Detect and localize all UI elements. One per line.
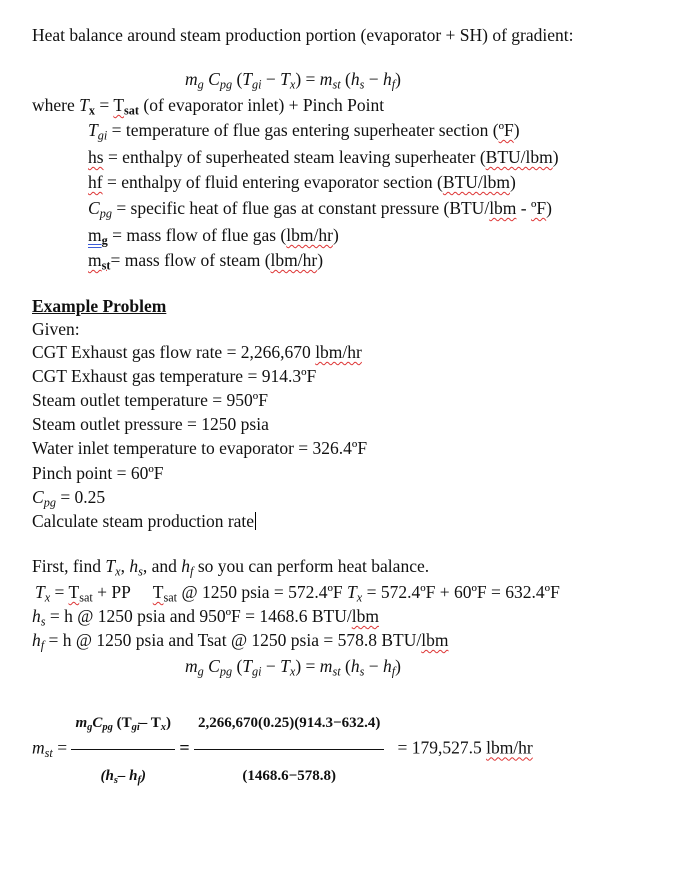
given-label: Given: [32,319,80,339]
final-calculation: $m_{st}$ = $\frac{m_gC_{pg} (T_{gi}- T_x)}{(h_s- h_f)}$ = $\frac{2,266,670(0.25)(914.3-632.4)}{(1468.6-578.8)}$ = 179,527.5 lbm/hr [32,700,533,746]
definition-hf: hf = enthalpy of fluid entering evaporator section (BTU/lbm) [88,172,516,192]
heat-balance-equation-repeat: $m_g$ $C_{pg}$ $(T_{gi} - T_x) = m_{st}$ $(h_s - h_f)$ [185,656,401,679]
solution-hf-line: $h_f = h$ @ 1250 psia and Tsat @ 1250 psia = 578.8 BTU/lbm [32,630,449,653]
where-line: where $T_x = T_{sat}$ (of evaporator inlet) + Pinch Point [32,95,385,118]
symbolic-fraction: $\frac{m_gC_{pg} (T_{gi}- T_x)}{(h_s- h_f)}$ [71,700,175,799]
given-steam-pressure: Steam outlet pressure = 1250 psia [32,414,269,434]
text-cursor [255,512,256,530]
tsat-symbol: $T_{sat}$ [113,95,139,118]
solution-first-line: First, find $T_x$, $h_s$, and $h_f$ so you can perform heat balance. [32,556,430,579]
given-pinch-point: Pinch point = 60ºF [32,463,164,483]
heat-balance-equation: $m_g$ $C_{pg}$ $(T_{gi} - T_x) = m_{st}$ $(h_s - h_f)$ [185,69,401,92]
numeric-fraction: $\frac{2,266,670(0.25)(914.3-632.4)}{(1468.6-578.8)}$ [194,700,384,799]
given-steam-temp: Steam outlet temperature = 950ºF [32,390,268,410]
calculate-line: Calculate steam production rate [32,511,255,531]
definition-hs: hs = enthalpy of superheated steam leaving superheater (BTU/lbm) [88,147,559,167]
given-flow-rate: CGT Exhaust gas flow rate = 2,266,670 lbm/hr [32,342,362,362]
solution-hs-line: $h_s = h$ @ 1250 psia and 950ºF = 1468.6 BTU/lbm [32,606,379,629]
solution-tx-line: $T_x = T_{sat}$ + PP $T_{sat}$ @ 1250 psia = 572.4ºF $T_x$ = 572.4ºF + 60ºF = 632.4ºF [35,582,560,605]
definition-cpg: $C_{pg}$ = specific heat of flue gas at constant pressure (BTU/lbm - ºF) [88,198,552,221]
definition-tgi: $T_{gi}$ = temperature of flue gas entering superheater section (ºF) [88,120,520,143]
example-title: Example Problem [32,296,167,316]
definition-mg: $m_g$ = mass flow of flue gas (lbm/hr) [88,225,339,248]
definition-mst: $m_{st}=$ mass flow of steam (lbm/hr) [88,250,324,273]
given-water-temp: Water inlet temperature to evaporator = 326.4ºF [32,438,368,458]
given-cpg: $C_{pg} = 0.25$ [32,487,106,510]
given-gas-temp: CGT Exhaust gas temperature = 914.3ºF [32,366,317,386]
heading: Heat balance around steam production portion (evaporator + SH) of gradient: [32,25,574,45]
